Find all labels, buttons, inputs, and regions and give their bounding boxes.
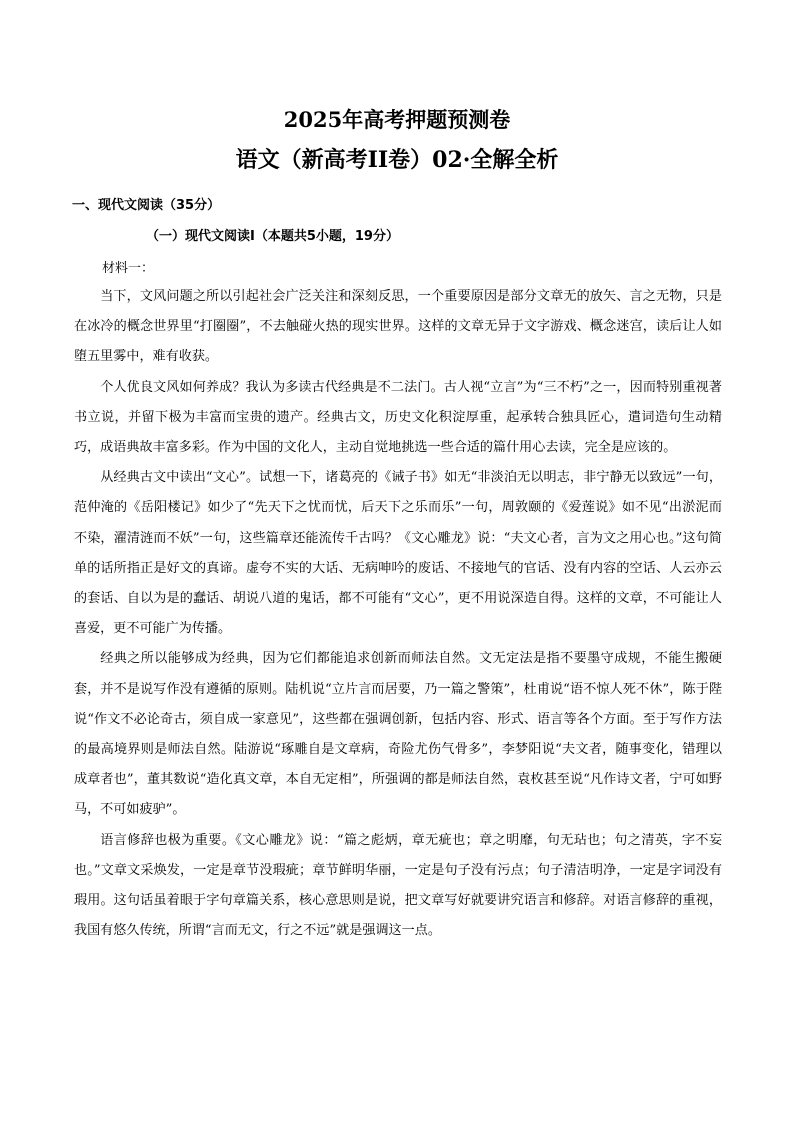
paragraph: 从经典古文中读出“文心”。试想一下，诸葛亮的《诫子书》如无“非淡泊无以明志，非宁静无以致远”一句，范仲淹的《岳阳楼记》如少了“先天下之忧而忧，后天下之乐而乐”一句，周敦颐的《爱莲说》如不见“出淤泥而不染，濯清涟而不妖”一句，这些篇章还能流传千古吗？《文心雕龙》说：“夫文心者，言为文之用心也。”这句简单的话所指正是好文的真谛。虚夸不实的大话、无病呻吟的废话、不接地气的官话、没有内容的空话、人云亦云的套话、自以为是的蠢话、胡说八道的鬼话，都不可能有“文心”，更不用说深造自得。这样的文章，不可能让人喜爱，更不可能广为传播。	[74, 470, 722, 637]
paragraph: 当下，文风问题之所以引起社会广泛关注和深刻反思，一个重要原因是部分文章无的放矢、言之无物，只是在冰冷的概念世界里“打圈圈”，不去触碰火热的现实世界。这样的文章无异于文字游戏、概念迷宫，读后让人如堕五里雾中，难有收获。	[74, 289, 722, 365]
section-heading: 一、现代文阅读（35分）	[72, 198, 221, 213]
material-label: 材料一：	[102, 261, 155, 276]
body-text	[74, 282, 722, 946]
subsection-heading: （一）现代文阅读Ⅰ（本题共5小题，19分）	[146, 229, 399, 244]
document-subtitle: 语文（新高考II卷）02·全解全析	[235, 147, 559, 173]
paragraph: 个人优良文风如何养成？我认为多读古代经典是不二法门。古人视“立言”为“三不朽”之一，因而特别重视著书立说，并留下极为丰富而宝贵的遗产。经典古文，历史文化积淀厚重，起承转合独具匠心，遣词造句生动精巧，成语典故丰富多彩。作为中国的文化人，主动自觉地挑选一些合适的篇什用心去读，完全是应该的。	[74, 379, 722, 456]
document-title: 2025年高考押题预测卷	[283, 107, 511, 132]
paragraph: 经典之所以能够成为经典，因为它们都能追求创新而师法自然。文无定法是指不要墨守成规，不能生搬硬套，并不是说写作没有遵循的原则。陆机说“立片言而居要，乃一篇之警策”，杜甫说“语不惊人死不休”，陈于陛说“作文不必论奇古，须自成一家意见”，这些都在强调创新，包括内容、形式、语言等各个方面。至于写作方法的最高境界则是师法自然。陆游说“琢雕自是文章病，奇险尤伤气骨多”，李梦阳说“夫文者，随事变化，错理以成章者也”，董其数说“造化真文章，本自无定相”，所强调的都是师法自然，袁枚甚至说“凡作诗文者，宁可如野马，不可如疲驴”。	[74, 651, 722, 818]
paragraph: 语言修辞也极为重要。《文心雕龙》说：“篇之彪炳，章无疵也；章之明靡，句无玷也；句之清英，字不妄也。”文章文采焕发，一定是章节没瑕疵；章节鲜明华丽，一定是句子没有污点；句子清洁明净，一定是字词没有瑕用。这句话虽着眼于字句章篇关系，核心意思则是说，把文章写好就要讲究语言和修辞。对语言修辞的重视，我国有悠久传统，所谓“言而无文，行之不远”就是强调这一点。	[74, 832, 722, 939]
